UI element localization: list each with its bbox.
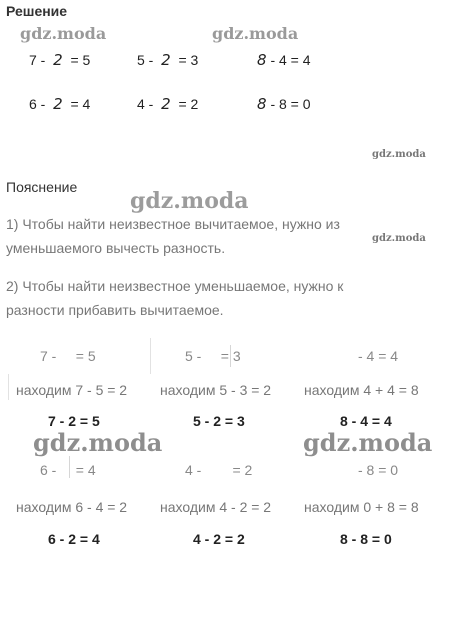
table-answer: 5 - 2 = 3 [193,413,245,429]
table-equation: 4 - = 2 [185,462,253,478]
table-equation: - 4 = 4 [358,348,399,364]
watermark: gdz.moda [212,24,299,43]
table-find-step: находим 5 - 3 = 2 [160,382,272,398]
watermark: gdz.moda [33,428,163,457]
solution-equation: 6 - 2 = 4 [29,95,91,113]
table-find-step: находим 4 - 2 = 2 [160,499,272,515]
rule-2-line-1: 2) Чтобы найти неизвестное уменьшаемое, нужно к [6,278,344,294]
watermark: gdz.moda [372,149,426,160]
table-equation: 6 - = 4 [40,462,96,478]
watermark: gdz.moda [303,428,433,457]
solution-equation: 7 - 2 = 5 [29,51,91,69]
table-answer: 6 - 2 = 4 [48,531,100,547]
solution-equation: 8 - 8 = 0 [257,95,311,113]
solution-heading: Решение [6,3,68,19]
explanation-heading: Пояснение [6,179,78,195]
table-equation: 7 - = 5 [40,348,96,364]
table-answer: 8 - 4 = 4 [340,413,392,429]
table-find-step: находим 7 - 5 = 2 [16,382,128,398]
table-answer: 4 - 2 = 2 [193,531,245,547]
table-answer: 8 - 8 = 0 [340,531,392,547]
watermark: gdz.moda [130,188,249,214]
rule-1-line-1: 1) Чтобы найти неизвестное вычитаемое, нужно из [6,216,340,232]
watermark: gdz.moda [372,233,426,244]
table-equation: 5 - = 3 [185,348,241,364]
table-find-step: находим 0 + 8 = 8 [304,499,419,515]
table-answer: 7 - 2 = 5 [48,413,100,429]
solution-equation: 8 - 4 = 4 [257,51,311,69]
table-find-step: находим 4 + 4 = 8 [304,382,419,398]
watermark: gdz.moda [20,24,107,43]
rule-1-line-2: уменьшаемого вычесть разность. [6,240,226,256]
table-find-step: находим 6 - 4 = 2 [16,499,128,515]
table-divider [150,338,151,374]
table-divider [8,374,9,400]
solution-equation: 5 - 2 = 3 [137,51,199,69]
table-equation: - 8 = 0 [358,462,399,478]
solution-equation: 4 - 2 = 2 [137,95,199,113]
rule-2-line-2: разности прибавить вычитаемое. [6,302,224,318]
